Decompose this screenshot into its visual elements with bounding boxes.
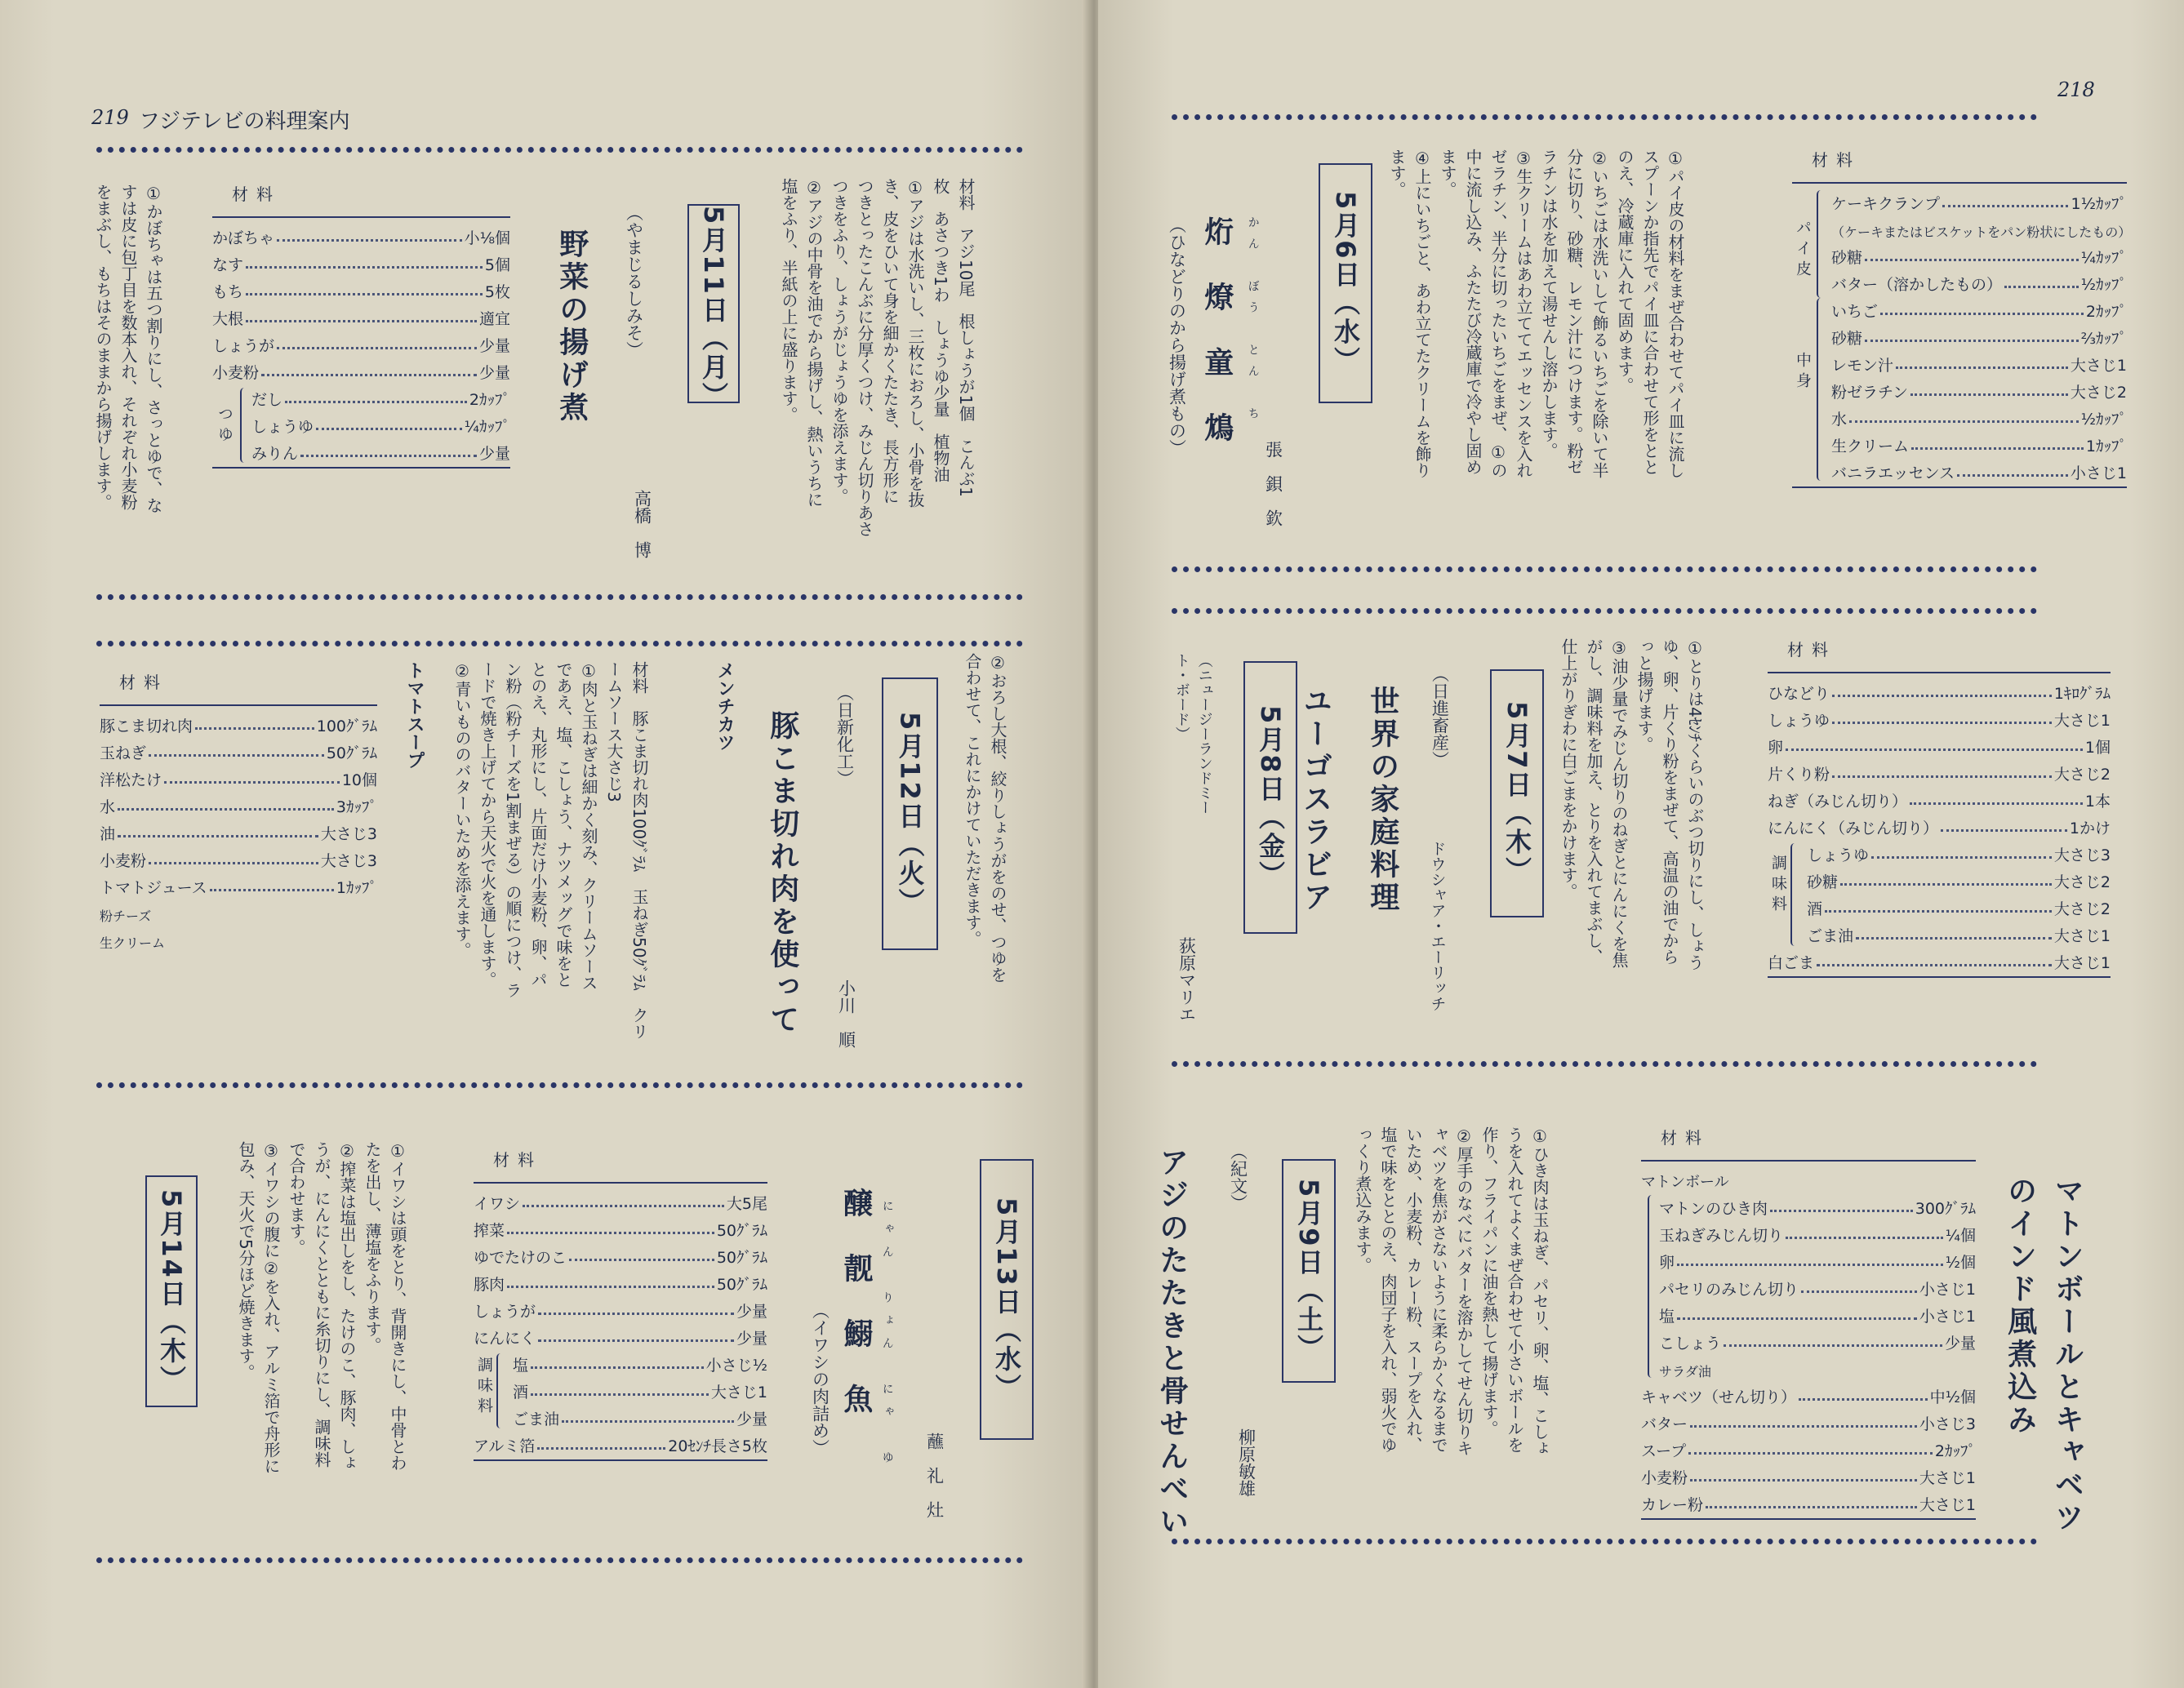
divider	[96, 594, 1023, 600]
divider	[96, 1082, 1023, 1088]
text-line: ①アジは水洗いし、三枚におろし、小骨を抜	[905, 178, 925, 508]
ingredient-row: 砂糖 大さじ2	[1807, 873, 2111, 891]
text-line: ン粉（粉チーズを1割まぜる）の順につけ、ラ	[503, 661, 523, 998]
ingredient-row: みりん 少量	[251, 445, 510, 463]
text-line: 枚 あさつき1わ しょうゆ少量 植物油	[931, 178, 950, 482]
text-line: き、皮をひいて身を細かくたたき、長方形に	[880, 178, 900, 504]
ingredient-row: バター（溶かしたもの） ½ｶｯﾌﾟ	[1831, 276, 2127, 294]
recipe-method	[90, 184, 166, 592]
author-name: 荻原マリエ	[1177, 937, 1197, 1023]
ingredient-row: ケーキクランプ 1½ｶｯﾌﾟ	[1831, 195, 2127, 213]
ingredients-list: 材料 パイ皮 ケーキクランプ 1½ｶｯﾌﾟ （ケーキまたはビスケットをパン粉状にしたもの） 砂糖 ¼ｶｯﾌﾟ バター（溶かしたもの） ½ｶｯﾌﾟ 中身 いちご 2ｶｯﾌﾟ 砂糖 ⅔ｶｯﾌﾟ レモン汁 大さじ1 粉ゼラチン 大さじ2 水 ½ｶｯﾌﾟ 生クリーム 1ｶｯﾌﾟ バニラエッセンス 小さじ1	[1792, 147, 2127, 491]
text-line: ①パイ皮の材料をまぜ合わせてパイ皿に流し	[1666, 149, 1685, 478]
ingredient-row: 洋松たけ 10個	[100, 771, 377, 789]
text-line: ゼラチン、半分に切ったいちごをまぜ、①の	[1488, 149, 1508, 478]
date-box: 5月13日（水）	[980, 1159, 1034, 1440]
text-line: ①かぼちゃは五つ割りにし、さっとゆで、な	[144, 184, 163, 513]
text-line: ①ひき肉は玉ねぎ、パセリ、卵、塩、こしょ	[1530, 1126, 1550, 1456]
author-name: 高橋 博	[632, 490, 652, 558]
ingredient-row: にんにく（みじん切り） 1かけ	[1768, 820, 2111, 837]
text-line: つきをふり、しょうがじょうゆを添えます。	[830, 178, 849, 504]
page-number: 218	[2057, 78, 2095, 101]
author-name: ドウシャア・エーリッチ	[1428, 841, 1447, 1011]
ingredient-row: 粉ゼラチン 大さじ2	[1831, 384, 2127, 402]
left-page	[0, 0, 1090, 1688]
ingredient-row: 豚こま切れ肉 100ｸﾞﾗﾑ	[100, 717, 377, 735]
text-line: 塩で味をととのえ、肉団子を入れ、弱火でゆ	[1378, 1126, 1398, 1453]
ingredient-row: 卵 ½個	[1659, 1254, 1976, 1272]
text-line: 仕上がりぎわに白ごまをかけます。	[1559, 638, 1578, 900]
divider	[1172, 566, 2037, 572]
date-box: 5月12日（火）	[882, 677, 938, 950]
ingredient-row: 油 大さじ3	[100, 825, 377, 843]
text-line: 包み、天火で5分ほど焼きます。	[236, 1141, 256, 1380]
text-line: ①肉と玉ねぎは細かく刻み、クリームソース	[579, 661, 598, 991]
recipe-text	[449, 661, 652, 1045]
divider	[1172, 114, 2037, 120]
ingredient-row: ひなどり 1ｷﾛｸﾞﾗﾑ	[1768, 685, 2111, 703]
text-line: たを出し、薄塩をふります。	[363, 1141, 382, 1353]
ingredient-row: （ケーキまたはビスケットをパン粉状にしたもの）	[1831, 224, 2132, 240]
recipe-text	[1384, 149, 1688, 557]
recipe-text	[1350, 1126, 1552, 1535]
date-box: 5月11日（月）	[687, 204, 740, 403]
title-ruby: かん ぼう とん ち	[1246, 216, 1260, 429]
ingredient-row: 水 ½ｶｯﾌﾟ	[1831, 411, 2127, 429]
text-line: ームソース大さじ3	[604, 661, 624, 802]
ingredient-row: バニラエッセンス 小さじ1	[1831, 464, 2127, 482]
recipe-title: アジのたたきと骨せんべい	[1154, 1147, 1189, 1539]
text-line: っくり煮込みます。	[1353, 1126, 1372, 1273]
ingredient-row: 砂糖 ⅔ｶｯﾌﾟ	[1831, 330, 2127, 348]
sponsor-name: （日進畜産）	[1430, 665, 1450, 768]
recipe-subtitle: （イワシの肉詰め）	[810, 1302, 830, 1456]
text-line: うを入れてよくまぜ合わせて小さいボールを	[1505, 1126, 1524, 1453]
text-line: っと揚げます。	[1635, 638, 1654, 753]
text-line: ④上にいちごと、あわ立てたクリームを飾り	[1412, 149, 1432, 478]
date-box: 5月7日（木）	[1490, 669, 1544, 917]
ingredients-list: 材料 ひなどり 1ｷﾛｸﾞﾗﾑ しょうゆ 大さじ1 卵 1個 片くり粉 大さじ2 ねぎ（みじん切り） 1本 にんにく（みじん切り） 1かけ 調味料 しょうゆ 大さじ3 砂糖 大さじ2 酒 大さじ2 ごま油 大さじ1 白ごま 大さじ1	[1768, 637, 2111, 981]
ingredient-row: 小麦粉 少量	[212, 364, 510, 382]
recipe-title: ユーゴスラビア	[1298, 686, 1332, 914]
ingredient-row: トマトジュース 1ｶｯﾌﾟ	[100, 879, 377, 897]
ingredient-row: 砂糖 ¼ｶｯﾌﾟ	[1831, 249, 2127, 267]
divider	[1172, 1539, 2037, 1544]
ingredients-list: 材料 豚こま切れ肉 100ｸﾞﾗﾑ 玉ねぎ 50ｸﾞﾗﾑ 洋松たけ 10個 水 3ｶｯﾌﾟ 油 大さじ3 小麦粉 大さじ3 トマトジュース 1ｶｯﾌﾟ 粉チーズ 生クリーム	[100, 673, 377, 951]
page-header: フジテレビの料理案内	[139, 109, 350, 134]
text-line: をまぶし、もちはそのままから揚げします。	[93, 184, 113, 510]
text-line: スプーンか指先でパイ皿に合わせて形をとと	[1640, 149, 1660, 475]
ingredient-row: パセリのみじん切り 小さじ1	[1659, 1281, 1976, 1299]
ingredient-row: バター 小さじ3	[1641, 1415, 1976, 1433]
dish-name: メンチカツ	[714, 661, 736, 751]
ingredient-row: しょうゆ 大さじ1	[1768, 712, 2111, 730]
recipe-title: 世界の家庭料理	[1365, 686, 1399, 914]
text-line: つきとったこんぶに分厚くつけ、みじん切りあさ	[855, 178, 874, 537]
divider	[96, 1557, 1023, 1563]
recipe-note: （やまじるしみそ）	[624, 204, 644, 358]
ingredients-list: 材料 イワシ 大5尾 搾菜 50ｸﾞﾗﾑ ゆでたけのこ 50ｸﾞﾗﾑ 豚肉 50ｸﾞﾗﾑ しょうが 少量 にんにく 少量 調味料 塩 小さじ½ 酒 大さじ1 ごま油 少量 アルミ箔 20ｾﾝﾁ長さ5枚	[474, 1147, 767, 1464]
date-box: 5月9日（土）	[1282, 1159, 1336, 1383]
sponsor-name: （日新化工）	[834, 684, 855, 787]
title-ruby: にゃん りょん にゃ ゆ	[880, 1200, 894, 1474]
text-line: ②厚手のなべにバターを溶かしてせん切りキ	[1454, 1126, 1474, 1456]
text-line: ③イワシの腹に②を入れ、アルミ箔で舟形に	[261, 1141, 281, 1474]
ingredient-row: もち 5枚	[212, 283, 510, 301]
text-line: ①イワシは頭をとり、背開きにし、中骨とわ	[388, 1141, 407, 1471]
recipe-text	[959, 653, 1010, 1012]
text-line: がし、調味料を加え、とりを入れてまぶし、	[1584, 638, 1604, 965]
text-line: で合わせます。	[287, 1141, 306, 1255]
ingredient-row: 塩 小さじ½	[513, 1357, 767, 1375]
text-line: ②いちごは水洗いして飾るいちごを除いて半	[1590, 149, 1609, 478]
ingredient-row: ねぎ（みじん切り） 1本	[1768, 793, 2111, 811]
ingredient-row: なす 5個	[212, 256, 510, 274]
ingredient-row: 大根 適宜	[212, 310, 510, 328]
ingredient-row: 生クリーム	[100, 935, 166, 951]
text-line: ②アジの中骨を油でから揚げし、熱いうちに	[804, 178, 824, 508]
author-name: 蘸 礼 灶	[924, 1433, 945, 1518]
ingredients-list: 材料 かぼちゃ 小⅛個 なす 5個 もち 5枚 大根 適宜 しょうが 少量 小麦粉 少量 つゆ だし 2ｶｯﾌﾟ しょうゆ ¼ｶｯﾌﾟ みりん 少量	[212, 181, 510, 472]
author-name: 柳原敏雄	[1236, 1428, 1257, 1497]
ingredient-row: カレー粉 大さじ1	[1641, 1496, 1976, 1514]
ingredient-row: しょうゆ 大さじ3	[1807, 846, 2111, 864]
ingredient-row: 小麦粉 大さじ1	[1641, 1469, 1976, 1487]
ingredient-row: だし 2ｶｯﾌﾟ	[251, 391, 510, 409]
recipe-title: 野菜の揚げ煮	[554, 229, 589, 424]
ingredient-row: ごま油 大さじ1	[1807, 927, 2111, 945]
ingredient-row: しょうゆ ¼ｶｯﾌﾟ	[251, 418, 510, 436]
divider	[96, 147, 1023, 153]
date-box: 5月6日（水）	[1319, 163, 1372, 403]
ingredient-row: レモン汁 大さじ1	[1831, 357, 2127, 375]
ingredient-row: キャベツ（せん切り） 中½個	[1641, 1388, 1976, 1406]
page-number: 219	[91, 106, 129, 129]
ingredient-row: にんにく 少量	[474, 1330, 767, 1348]
ingredient-row: ごま油 少量	[513, 1410, 767, 1428]
text-line: ます。	[1438, 149, 1457, 198]
text-line: 材料 アジ10尾 根しょうが1個 こんぶ1	[956, 178, 976, 497]
ingredient-row: 塩 小さじ1	[1659, 1308, 1976, 1326]
author-name: 張 鋇 欽	[1263, 441, 1283, 526]
text-line: 作り、フライパンに油を熱して揚げます。	[1479, 1126, 1499, 1437]
ingredient-row: いちご 2ｶｯﾌﾟ	[1831, 303, 2127, 321]
ingredient-row: 生クリーム 1ｶｯﾌﾟ	[1831, 438, 2127, 455]
ingredient-row: 酒 大さじ1	[513, 1384, 767, 1401]
text-line: であえ、塩、こしょう、ナツメッグで味をと	[554, 661, 573, 988]
recipe-text	[776, 178, 978, 602]
ingredient-row: 片くり粉 大さじ2	[1768, 766, 2111, 784]
right-page	[1098, 0, 2184, 1688]
date-box: 5月8日（金）	[1243, 661, 1297, 934]
text-line: ②青いもののバターいためを添えます。	[452, 661, 472, 958]
ingredient-row: 粉チーズ	[100, 908, 152, 924]
dish-name: トマトスープ	[404, 661, 425, 769]
ingredient-row: 搾菜 50ｸﾞﾗﾑ	[474, 1222, 767, 1240]
text-line: ゆ、卵、片くり粉をまぜて、高温の油でから	[1660, 638, 1679, 965]
text-line: ます。	[1387, 149, 1407, 198]
text-line: のえ、冷蔵庫に入れて固めます。	[1615, 149, 1635, 393]
text-line: 合わせて、これにかけていただきます。	[963, 653, 982, 947]
recipe-subtitle: （ひなどりのから揚げ煮もの）	[1167, 216, 1187, 456]
ingredient-row: スープ 2ｶｯﾌﾟ	[1641, 1442, 1976, 1460]
text-line: ②おろし大根、絞りしょうがをのせ、つゆを	[988, 653, 1007, 983]
dish-title: マトンボールとキャベツのインド風煮込み	[2003, 1175, 2084, 1535]
text-line: とのえ、丸形にし、片面だけ小麦粉、卵、パ	[528, 661, 548, 988]
text-line: いため、小麦粉、カレー粉、スープを入れ、	[1403, 1126, 1423, 1453]
ingredient-row: 玉ねぎ 50ｸﾞﾗﾑ	[100, 744, 377, 762]
text-line: うが、にんにくとともに糸切りにし、調味料	[312, 1141, 331, 1468]
text-line: すは皮に包丁目を数本入れ、それぞれ小麦粉	[118, 184, 138, 510]
ingredient-row: 水 3ｶｯﾌﾟ	[100, 798, 377, 816]
date-box: 5月14日（木）	[145, 1175, 198, 1407]
text-line: ③生クリームはあわ立ててエッセンスを入れ	[1514, 149, 1533, 478]
text-line: ャベツを焦がさないように柔らかくなるまで	[1429, 1126, 1448, 1453]
ingredient-row: しょうが 少量	[212, 337, 510, 355]
sponsor-name: （紀文）	[1228, 1143, 1248, 1211]
text-line: ③油少量でみじん切りのねぎとにんにくを焦	[1609, 638, 1629, 968]
text-line: 塩をふり、半紙の上に盛ります。	[779, 178, 798, 423]
recipe-text	[233, 1141, 410, 1549]
text-line: ラチンは水を加えて湯せんし溶かします。	[1539, 149, 1559, 459]
ingredient-row: こしょう 少量	[1659, 1335, 1976, 1353]
ingredient-row: しょうが 少量	[474, 1303, 767, 1321]
divider	[1172, 1061, 2037, 1067]
ingredient-row: 豚肉 50ｸﾞﾗﾑ	[474, 1276, 767, 1294]
text-line: ①とりは4ｾﾝﾁくらいのぶつ切りにし、しょう	[1685, 638, 1705, 971]
ingredient-row: 卵 1個	[1768, 739, 2111, 757]
text-line: 材料 豚こま切れ肉100ｸﾞﾗﾑ 玉ねぎ50ｸﾞﾗﾑ クリ	[629, 661, 649, 1040]
divider	[96, 641, 1023, 646]
recipe-text	[1555, 638, 1707, 1046]
ingredient-row: イワシ 大5尾	[474, 1195, 767, 1213]
author-name: 小川 順	[836, 979, 856, 1048]
ingredient-row: 小麦粉 大さじ3	[100, 852, 377, 870]
text-line: 中に流し込み、ふたたび冷蔵庫で冷やし固め	[1463, 149, 1483, 475]
ingredient-row: 酒 大さじ2	[1807, 900, 2111, 918]
text-line: 分に切り、砂糖、レモン汁につけます。粉ゼ	[1564, 149, 1584, 475]
ingredients-list: 材料 マトンボール マトンのひき肉 300ｸﾞﾗﾑ 玉ねぎみじん切り ¼個 卵 ½個 パセリのみじん切り 小さじ1 塩 小さじ1 こしょう 少量 サラダ油 キャベツ（せん切り） 中½個 バター 小さじ3 スープ 2ｶｯﾌﾟ 小麦粉 大さじ1 カレー粉 大さじ1	[1641, 1125, 1976, 1523]
ingredient-row: かぼちゃ 小⅛個	[212, 229, 510, 247]
recipe-title: 烆 燎 童 鴆	[1199, 216, 1234, 445]
ingredient-row: 玉ねぎみじん切り ¼個	[1659, 1227, 1976, 1245]
sponsor-name: （ニュージーランドミート・ボード）	[1172, 653, 1213, 815]
text-line: ードで焼き上げてから天火で火を通します。	[478, 661, 497, 988]
text-line: ②搾菜は塩出しをし、たけのこ、豚肉、しょ	[337, 1141, 357, 1471]
ingredient-row: サラダ油	[1659, 1364, 1711, 1379]
recipe-title: 醸 靓 鰯 魚	[838, 1188, 873, 1416]
ingredient-row: ゆでたけのこ 50ｸﾞﾗﾑ	[474, 1249, 767, 1267]
divider	[1172, 608, 2037, 614]
ingredient-row: マトンのひき肉 300ｸﾞﾗﾑ	[1659, 1200, 1976, 1218]
recipe-title: 豚こま切れ肉を使って	[765, 710, 799, 1037]
